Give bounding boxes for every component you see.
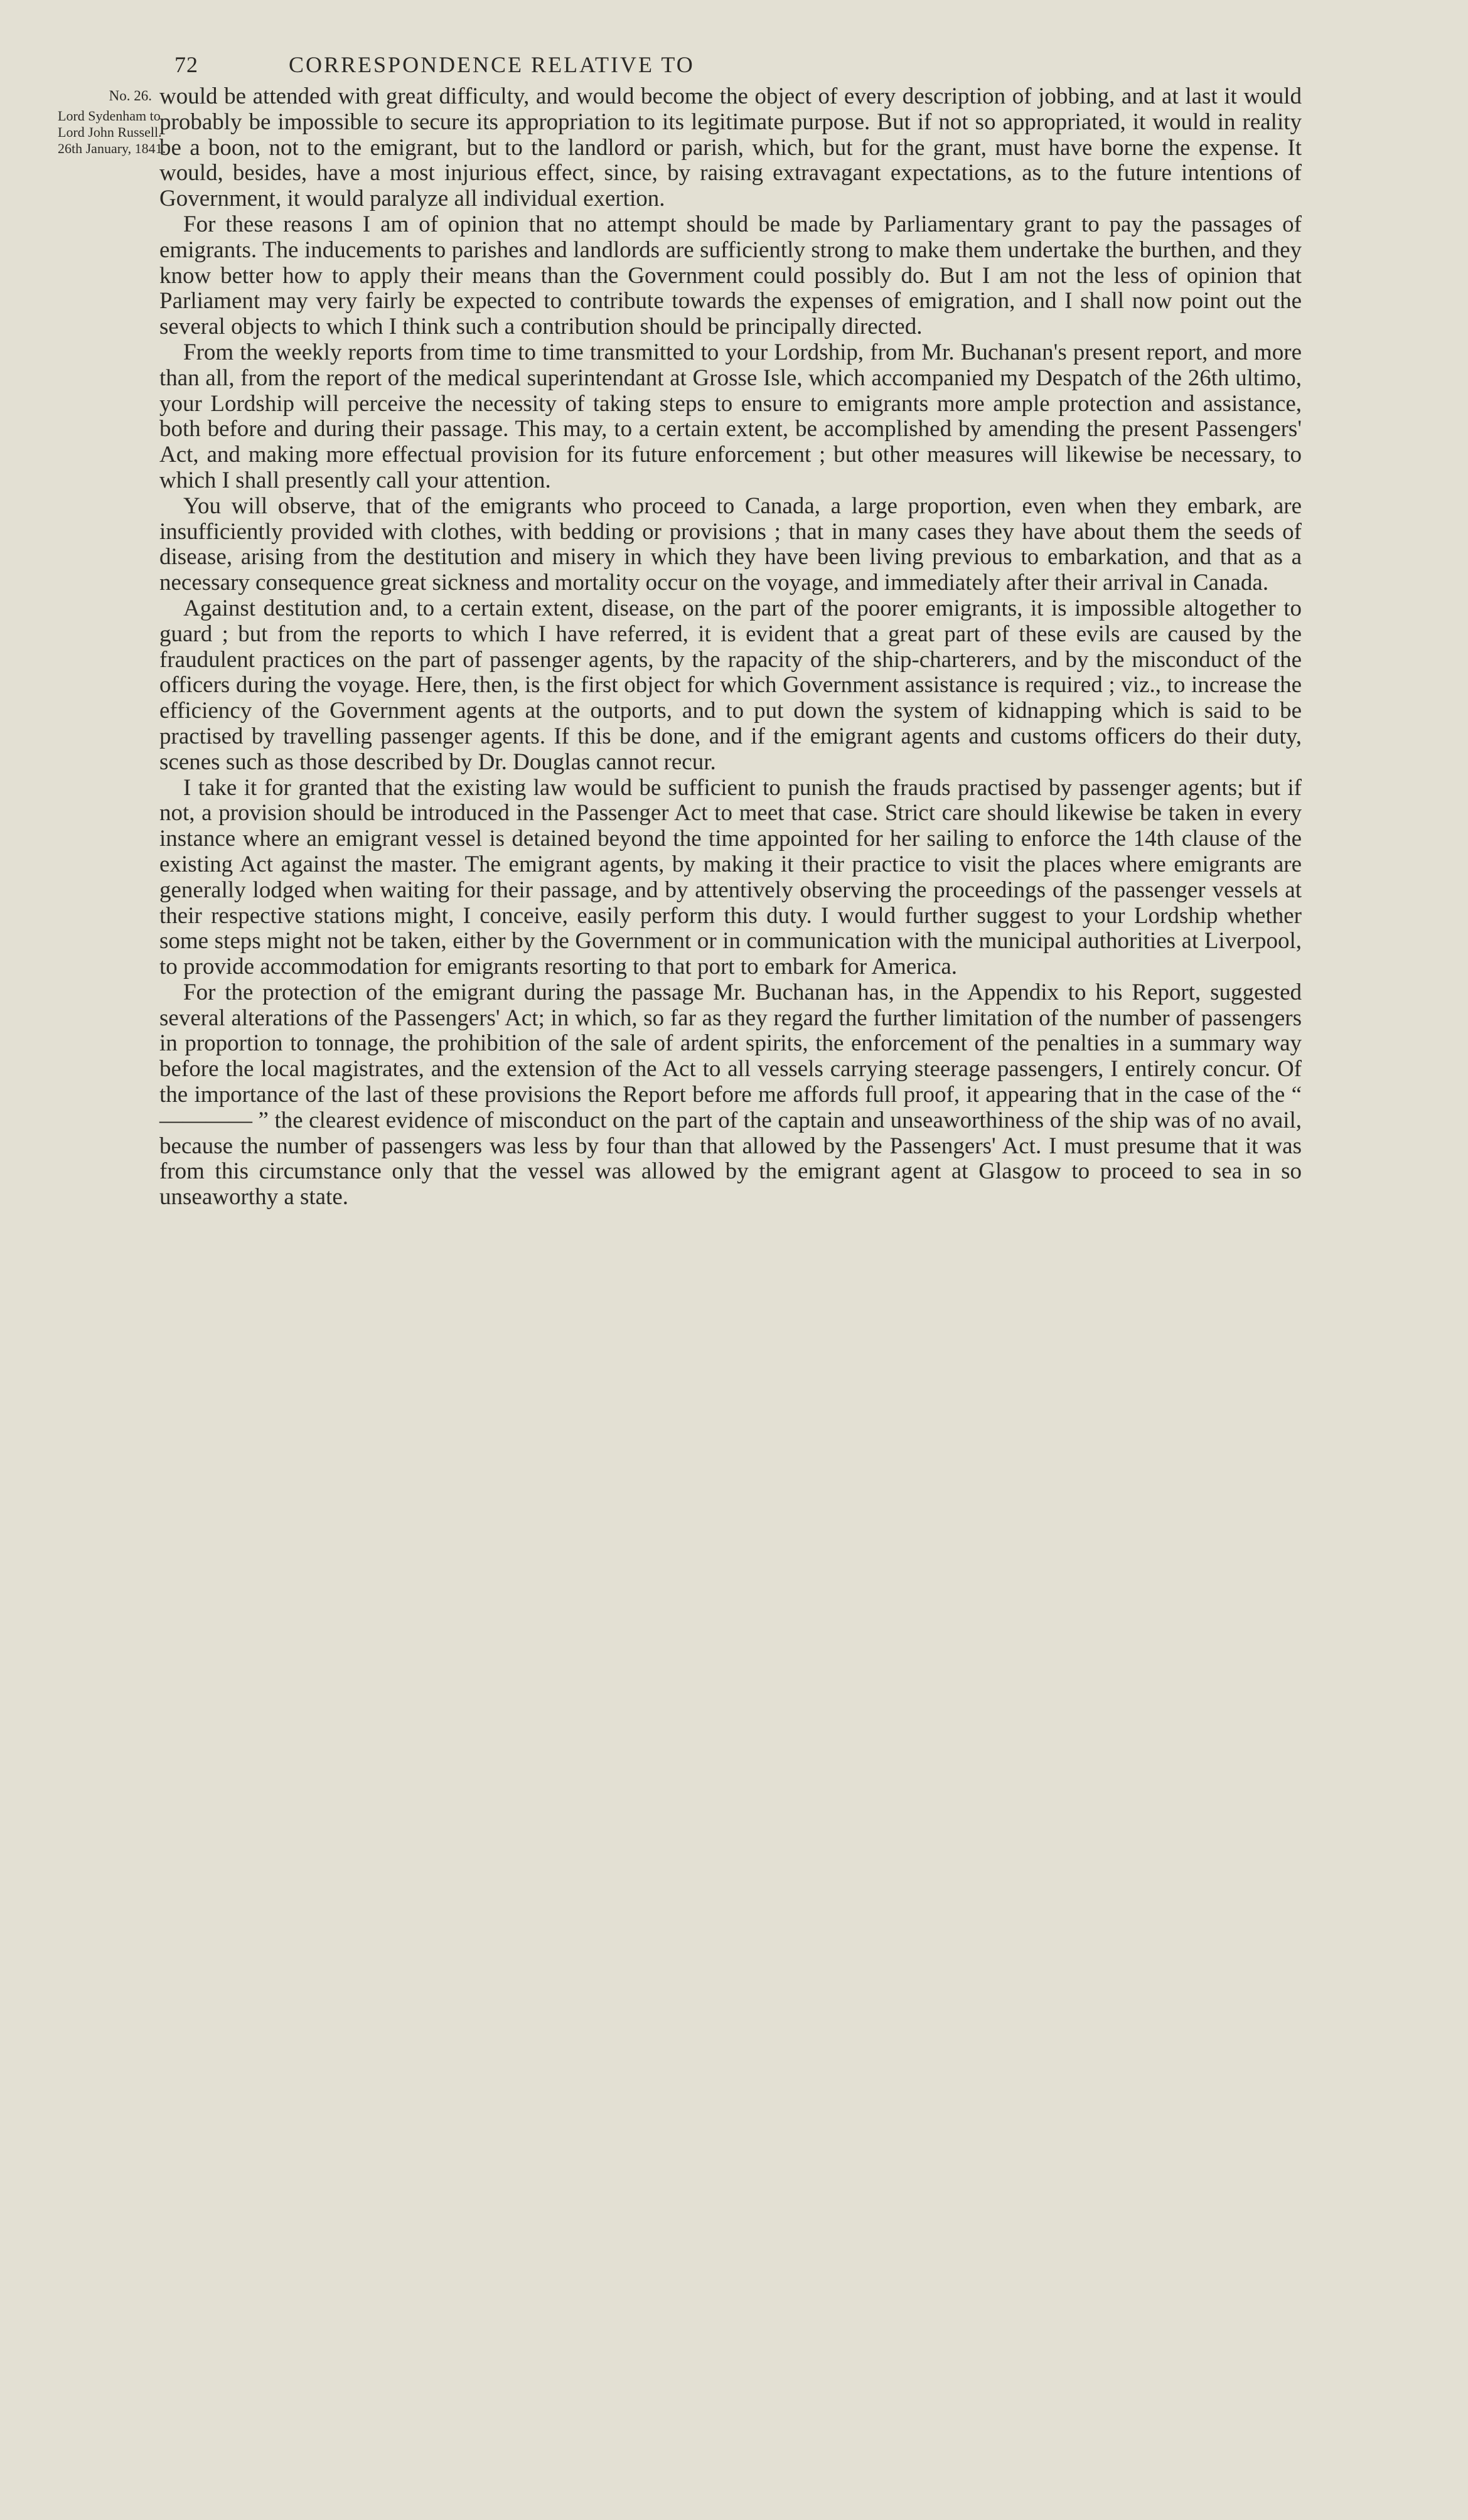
margin-note-sender-line: Lord Sydenham to <box>58 108 161 124</box>
paragraph: For these reasons I am of opinion that no attempt should be made by Parliamentary grant to pay the passages of emigrants. The inducements to parishes and landlords are sufficiently strong to make them undertake the burthen, and they know better how to apply their means than the Government could possibly do. But I am not the less of opinion that Parliament may very fairly be expected to contribute towards the expenses of emigration, and I shall now point out the several objects to which I think such a contribution should be principally directed. <box>159 211 1302 340</box>
paragraph: would be attended with great difficulty, and would become the object of every description of jobbing, and at last it would probably be impossible to secure its appropriation to its legitimate purpose. But if not so appropriated, it would in reality be a boon, not to the emigrant, but to the landlord or parish, which, but for the grant, must have borne the expense. It would, besides, have a most injurious effect, since, by raising extravagant expectations, as to the future intentions of Government, it would paralyze all individual exertion. <box>159 83 1302 212</box>
paragraph: For the protection of the emigrant during the passage Mr. Buchanan has, in the Appendix to his Report, suggested several alterations of the Passengers' Act; in which, so far as they regard the further limitation of the number of passengers in proportion to tonnage, the prohibition of the sale of ardent spirits, the enforcement of the penalties in a summary way before the local magistrates, and the extension of the Act to all vessels carrying steerage passengers, I entirely concur. Of the importance of the last of these provisions the Report before me affords full proof, it appearing that in the case of the “ ———— ” the clearest evidence of misconduct on the part of the captain and unseaworthiness of the ship was of no avail, because the number of passengers was less by four than that allowed by the Passengers' Act. I must presume that it was from this circumstance only that the vessel was allowed by the emigrant agent at Glasgow to proceed to sea in so unseaworthy a state. <box>159 979 1302 1210</box>
document-number: No. 26. <box>109 88 152 104</box>
margin-note-recipient-line: Lord John Russell. <box>58 124 162 140</box>
running-title: CORRESPONDENCE RELATIVE TO <box>289 52 695 77</box>
margin-note <box>58 88 166 157</box>
paragraph: I take it for granted that the existing law would be sufficient to punish the frauds practised by passenger agents; but if not, a provision should be introduced in the Passenger Act to meet that case. Strict care should likewise be taken in every instance where an emigrant vessel is detained beyond the time appointed for her sailing to enforce the 14th clause of the existing Act against the master. The emigrant agents, by making it their practice to visit the places where emigrants are generally lodged when waiting for their passage, and by attentively observing the proceedings of the passenger vessels at their respective stations might, I conceive, easily perform this duty. I would further suggest to your Lordship whether some steps might not be taken, either by the Government or in communication with the municipal authorities at Liverpool, to provide accommodation for emigrants resorting to that port to embark for America. <box>159 774 1302 980</box>
paragraph: Against destitution and, to a certain extent, disease, on the part of the poorer emigrants, it is impossible altogether to guard ; but from the reports to which I have referred, it is evident that a great part of these evils are caused by the fraudulent practices on the part of passenger agents, by the rapacity of the ship-charterers, and by the misconduct of the officers during the voyage. Here, then, is the first object for which Government assistance is required ; viz., to increase the efficiency of the Government agents at the outports, and to put down the system of kidnapping which is said to be practised by travelling passenger agents. If this be done, and if the emigrant agents and customs officers do their duty, scenes such as those described by Dr. Douglas cannot recur. <box>159 595 1302 775</box>
page-number: 72 <box>174 52 198 77</box>
paragraph: From the weekly reports from time to time transmitted to your Lordship, from Mr. Buchanan's present report, and more than all, from the report of the medical superintendant at Grosse Isle, which accompanied my Despatch of the 26th ultimo, your Lordship will perceive the necessity of taking steps to ensure to emigrants more ample protection and assistance, both before and during their passage. This may, to a certain extent, be accomplished by amending the present Passengers' Act, and making more effectual provision for its future enforcement ; but other measures will likewise be necessary, to which I shall presently call your attention. <box>159 339 1302 493</box>
margin-note-date-line: 26th January, 1841. <box>58 141 166 156</box>
page-header <box>0 51 1468 83</box>
paragraph: You will observe, that of the emigrants who proceed to Canada, a large proportion, even when they embark, are insufficiently provided with clothes, with bedding or provisions ; that in many cases they have about them the seeds of disease, arising from the destitution and misery in which they have been living previous to embarkation, and that as a necessary consequence great sickness and mortality occur on the voyage, and immediately after their arrival in Canada. <box>159 493 1302 596</box>
body-text <box>159 84 1302 1210</box>
